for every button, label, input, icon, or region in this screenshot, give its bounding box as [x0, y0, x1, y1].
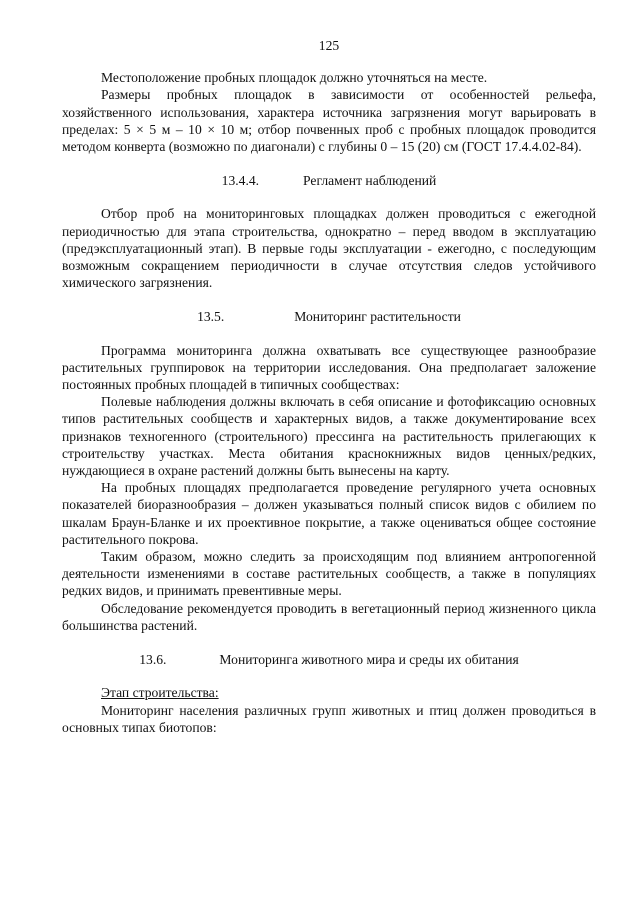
section-number: 13.5. [197, 309, 225, 325]
section-heading-13-6 [62, 651, 596, 668]
paragraph: Обследование рекомендуется проводить в вегетационный период жизненного цикла большинства растений. [62, 600, 596, 633]
intro-block [62, 69, 596, 155]
section-number: 13.4.4. [221, 173, 260, 189]
subheading-text: Этап строительства: [101, 685, 219, 701]
section-title: Мониторинга животного мира и среды их обитания [219, 652, 519, 668]
paragraph: Мониторинг населения различных групп животных и птиц должен проводиться в основных типах биотопов: [62, 702, 596, 735]
construction-stage-block [62, 684, 596, 736]
section-body-13-4-4 [62, 205, 596, 291]
paragraph: Отбор проб на мониторинговых площадках должен проводиться с ежегодной периодичностью для этапа строительства, однократно – перед вводом в эксплуатацию (предэксплуатационный этап). В первые годы эксплуатации - ежегодно, с последующим возможным сокращением периодичности в случае отсутствия следов устойчивого химического загрязнения. [62, 206, 596, 291]
document-page [62, 0, 596, 736]
paragraph: Местоположение пробных площадок должно уточняться на месте. [101, 70, 488, 86]
paragraph: Программа мониторинга должна охватывать все существующее разнообразие растительных группировок на территории исследования. Она предполагает заложение постоянных пробных площадей в типичных сообществах: [62, 342, 596, 393]
subheading [62, 684, 596, 701]
section-title: Регламент наблюдений [303, 173, 437, 189]
section-number: 13.6. [139, 652, 167, 668]
paragraph: На пробных площадях предполагается проведение регулярного учета основных показателей биоразнообразия – должен указываться полный список видов с обилием по шкалам Браун-Бланке и их проективное покрытие, а также оцениваться общее состояние растительного покрова. [62, 480, 596, 547]
section-body-13-5 [62, 342, 596, 634]
page-number: 125 [318, 38, 340, 53]
paragraph: Полевые наблюдения должны включать в себя описание и фотофиксацию основных типов растительных сообществ и характерных видов, а также документирование всех признаков техногенного (строительного) прессинга на растительность прилегающих к строительству участках. Места обитания краснокнижных видов ценных/редких, нуждающиеся в охране растений должны быть вынесены на карту. [62, 394, 596, 479]
section-heading-13-4-4 [62, 172, 596, 189]
section-title: Мониторинг растительности [294, 309, 461, 325]
paragraph: Размеры пробных площадок в зависимости от особенностей рельефа, хозяйственного использования, характера источника загрязнения могут варьировать в пределах: 5 × 5 м – 10 × 10 м; отбор почвенных проб с пробных площадок проводится методом конверта (возможно по диагонали) с глубины 0 – 15 (20) см (ГОСТ 17.4.4.02-84). [62, 87, 596, 155]
section-heading-13-5 [62, 308, 596, 325]
paragraph: Таким образом, можно следить за происходящим под влиянием антропогенной деятельности изменениями в составе растительных сообществ, а также в популяциях редких видов, и принимать превентивные меры. [62, 549, 596, 599]
